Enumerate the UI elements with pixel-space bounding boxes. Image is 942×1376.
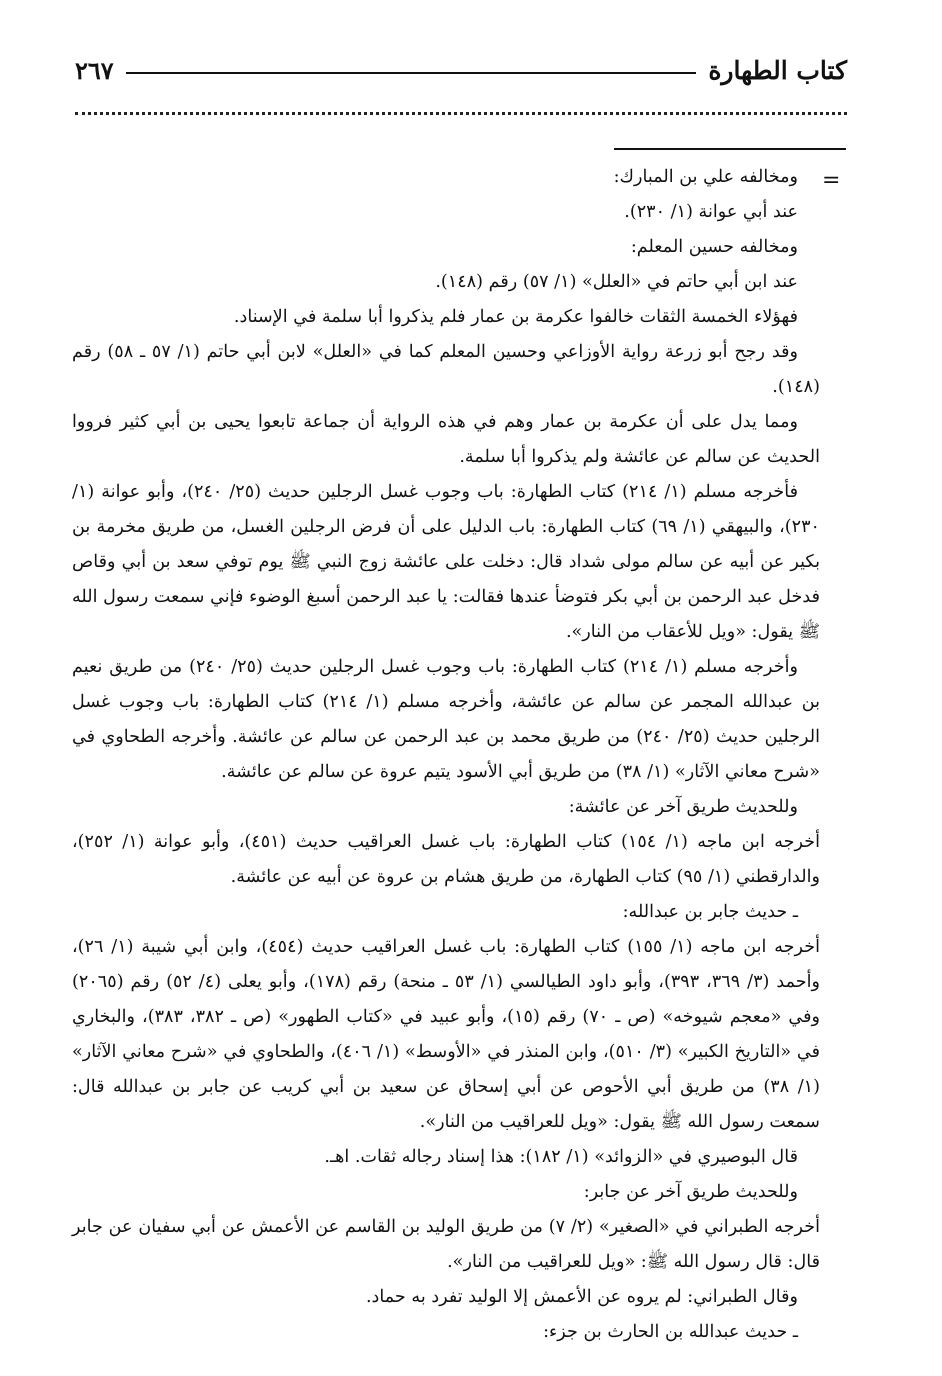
header-rule bbox=[126, 72, 697, 74]
footnote-rule bbox=[614, 148, 846, 150]
paragraph: ـ حديث جابر بن عبدالله: bbox=[622, 902, 798, 922]
paragraph: عند ابن أبي حاتم في «العلل» (١/ ٥٧) رقم (١٤٨). bbox=[435, 272, 798, 292]
paragraph: فأخرجه مسلم (١/ ٢١٤) كتاب الطهارة: باب وجوب غسل الرجلين حديث (٢٥/ ٢٤٠)، وأبو عوانة (١/ ٢٣٠)، والبيهقي (١/ ٦٩) كتاب الطهارة: باب الدليل على أن فرض الرجلين الغسل، من طريق مخرمة بن بكير عن أبيه عن سالم مولى شداد قال: دخلت على عائشة زوج النبي ﷺ يوم توفي سعد بن أبي وقاص فدخل عبد الرحمن بن أبي بكر فتوضأ عندها فقالت: يا عبد الرحمن أسبغ الوضوء فإني سمعت رسول الله ﷺ يقول: «ويل للأعقاب من النار». bbox=[72, 482, 820, 642]
page-header bbox=[75, 52, 847, 88]
paragraph: وللحديث طريق آخر عن جابر: bbox=[583, 1182, 798, 1202]
paragraph: ـ حديث عبدالله بن الحارث بن جزء: bbox=[543, 1322, 798, 1342]
dotted-separator bbox=[75, 112, 847, 115]
paragraph: أخرجه ابن ماجه (١/ ١٥٤) كتاب الطهارة: باب غسل العراقيب حديث (٤٥١)، وأبو عوانة (١/ ٢٥٢)، والدارقطني (١/ ٩٥) كتاب الطهارة، من طريق هشام بن عروة عن أبيه عن عائشة. bbox=[72, 832, 820, 887]
paragraph: ومخالفه علي بن المبارك: bbox=[613, 167, 798, 187]
paragraph: وأخرجه مسلم (١/ ٢١٤) كتاب الطهارة: باب وجوب غسل الرجلين حديث (٢٥/ ٢٤٠) من طريق نعيم بن عبدالله المجمر عن سالم عن عائشة، وأخرجه مسلم (١/ ٢١٤) كتاب الطهارة: باب وجوب غسل الرجلين حديث (٢٥/ ٢٤٠) من طريق محمد بن عبد الرحمن عن سالم عن عائشة. وأخرجه الطحاوي في «شرح معاني الآثار» (١/ ٣٨) من طريق أبي الأسود يتيم عروة عن سالم عن عائشة. bbox=[72, 657, 820, 782]
paragraph: أخرجه الطبراني في «الصغير» (٢/ ٧) من طريق الوليد بن القاسم عن الأعمش عن أبي سفيان عن جابر قال: قال رسول الله ﷺ: «ويل للعراقيب من النار». bbox=[72, 1217, 820, 1272]
paragraph: ومخالفه حسين المعلم: bbox=[630, 237, 798, 257]
continuation-mark: = bbox=[822, 168, 841, 193]
book-title: كتاب الطهارة bbox=[708, 55, 847, 85]
paragraph: ومما يدل على أن عكرمة بن عمار وهم في هذه الرواية أن جماعة تابعوا يحيى بن أبي كثير فرووا الحديث عن سالم عن عائشة ولم يذكروا أبا سلمة. bbox=[72, 412, 820, 467]
paragraph: قال البوصيري في «الزوائد» (١/ ١٨٢): هذا إسناد رجاله ثقات. اهـ. bbox=[324, 1147, 798, 1167]
footnote-body bbox=[72, 160, 820, 1350]
paragraph: وقد رجح أبو زرعة رواية الأوزاعي وحسين المعلم كما في «العلل» لابن أبي حاتم (١/ ٥٧ ـ ٥٨) رقم (١٤٨). bbox=[72, 342, 820, 397]
page-number: ٢٦٧ bbox=[75, 55, 114, 85]
paragraph: وقال الطبراني: لم يروه عن الأعمش إلا الوليد تفرد به حماد. bbox=[365, 1287, 798, 1307]
paragraph: عند أبي عوانة (١/ ٢٣٠). bbox=[624, 202, 798, 222]
paragraph: أخرجه ابن ماجه (١/ ١٥٥) كتاب الطهارة: باب غسل العراقيب حديث (٤٥٤)، وابن أبي شيبة (١/ ٢٦)، وأحمد (٣/ ٣٦٩، ٣٩٣)، وأبو داود الطيالسي (١/ ٥٣ ـ منحة) رقم (١٧٨)، وأبو يعلى (٤/ ٥٢) رقم (٢٠٦٥) وفي «معجم شيوخه» (ص ـ ٧٠) رقم (١٥)، وأبو عبيد في «كتاب الطهور» (ص ـ ٣٨٢، ٣٨٣)، والبخاري في «التاريخ الكبير» (٣/ ٥١٠)، وابن المنذر في «الأوسط» (١/ ٤٠٦)، والطحاوي في «شرح معاني الآثار» (١/ ٣٨) من طريق أبي الأحوص عن أبي إسحاق عن سعيد بن أبي كريب عن جابر بن عبدالله قال: سمعت رسول الله ﷺ يقول: «ويل للعراقيب من النار». bbox=[72, 937, 821, 1132]
paragraph: وللحديث طريق آخر عن عائشة: bbox=[568, 797, 798, 817]
paragraph: فهؤلاء الخمسة الثقات خالفوا عكرمة بن عمار فلم يذكروا أبا سلمة في الإسناد. bbox=[233, 307, 798, 327]
